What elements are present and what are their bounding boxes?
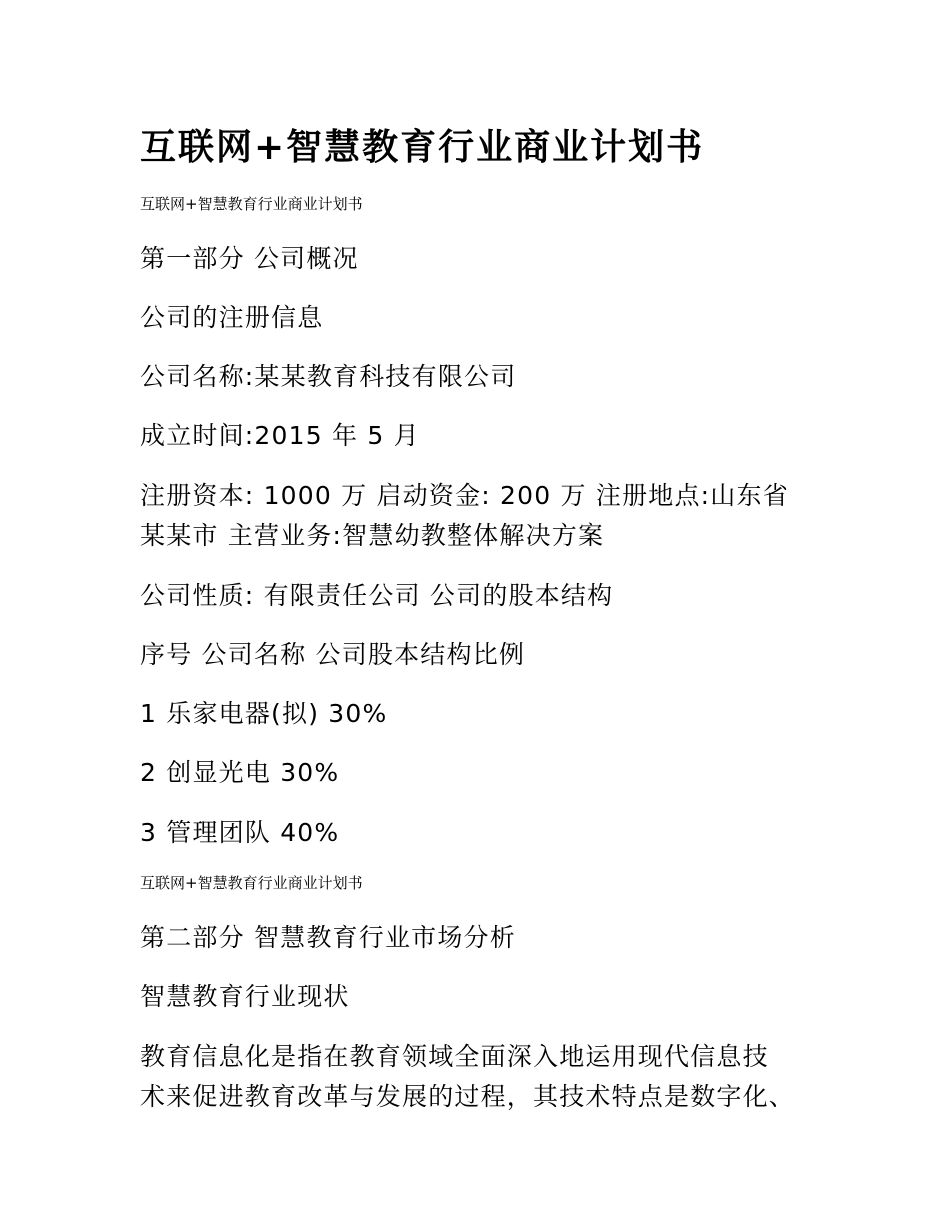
founded-line: 成立时间:2015 年 5 月 (140, 421, 420, 450)
business-line: 某某市 主营业务:智慧幼教整体解决方案 (140, 521, 605, 550)
table-row: 2 创显光电 30% (140, 758, 340, 787)
subsection-heading: 智慧教育行业现状 (140, 982, 350, 1011)
running-header: 互联网+智慧教育行业商业计划书 (140, 874, 363, 892)
paragraph-line: 术来促进教育改革与发展的过程，其技术特点是数字化、 (140, 1082, 796, 1111)
section-heading: 第一部分 公司概况 (140, 244, 359, 273)
capital-line: 注册资本: 1000 万 启动资金: 200 万 注册地点:山东省 (140, 481, 789, 510)
table-row: 3 管理团队 40% (140, 818, 340, 847)
nature-line: 公司性质: 有限责任公司 公司的股本结构 (140, 581, 614, 610)
company-name-line: 公司名称:某某教育科技有限公司 (140, 362, 517, 391)
document-title: 互联网+智慧教育行业商业计划书 (140, 127, 705, 168)
paragraph-line: 教育信息化是指在教育领域全面深入地运用现代信息技 (140, 1042, 769, 1071)
section-heading: 第二部分 智慧教育行业市场分析 (140, 923, 516, 952)
running-header: 互联网+智慧教育行业商业计划书 (140, 195, 363, 213)
subsection-heading: 公司的注册信息 (140, 303, 324, 332)
table-header: 序号 公司名称 公司股本结构比例 (140, 640, 526, 669)
table-row: 1 乐家电器(拟) 30% (140, 699, 388, 728)
